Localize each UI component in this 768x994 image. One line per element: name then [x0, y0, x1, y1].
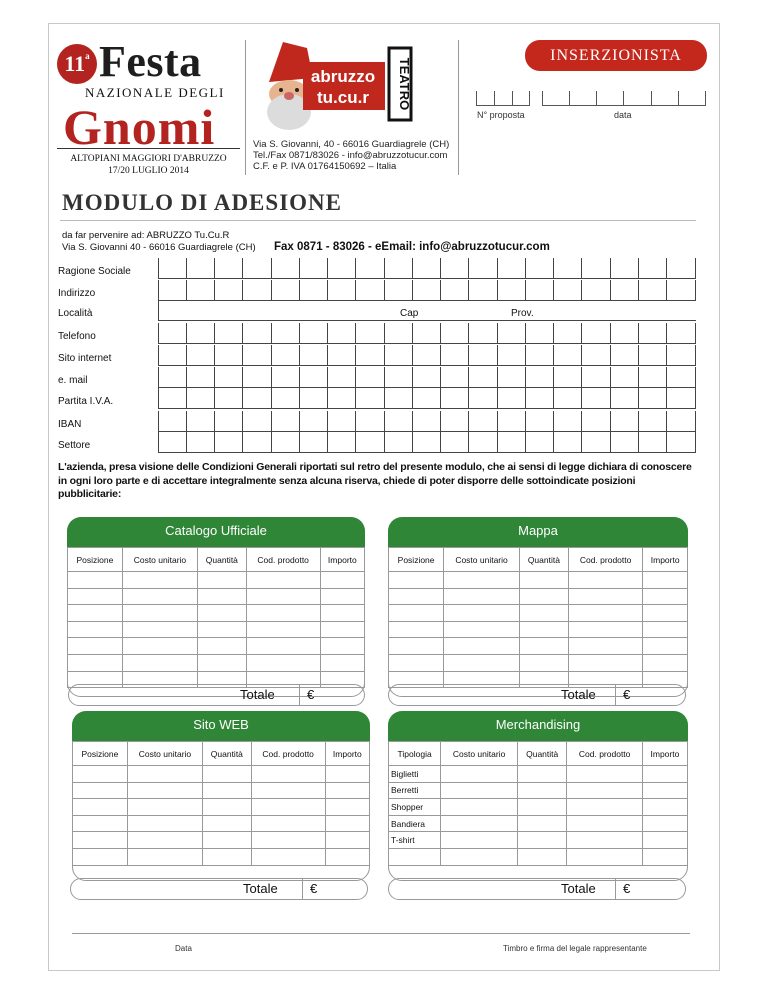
field-email[interactable]: e. mail: [58, 368, 698, 388]
divider: [245, 40, 246, 175]
inserzionista-badge: INSERZIONISTA: [525, 40, 707, 71]
declaration: L'azienda, presa visione delle Condizioni Generali riportati sul retro del presente modulo, che ai sensi di legge dichiara di conoscere in ogni loro parte e di accettare integralmente senza alcuna riserva, chiede di poter disporre delle sottoindicate posizioni pubblicitarie:: [58, 461, 692, 500]
merch-totale[interactable]: Totale €: [388, 878, 686, 900]
field-iban[interactable]: IBAN: [58, 412, 698, 432]
date-signature-label: Data: [175, 944, 192, 953]
theatre-side: TEATRO: [397, 57, 412, 111]
proposal-number-field[interactable]: [476, 92, 530, 106]
date-field[interactable]: [542, 92, 706, 106]
field-piva[interactable]: Partita I.V.A.: [58, 389, 698, 409]
logo-gnomi: Gnomi: [63, 99, 216, 155]
logo-tagline: ALTOPIANI MAGGIORI D'ABRUZZO 17/20 LUGLIO 2014: [70, 154, 227, 176]
mappa-title: Mappa: [388, 517, 688, 547]
field-telefono[interactable]: Telefono: [58, 324, 698, 344]
theatre-address: Via S. Giovanni, 40 - 66016 Guardiagrele (CH) Tel./Fax 0871/83026 - info@abruzzotucur.com C.F. e P. IVA 01764150692 – Italia: [253, 139, 450, 172]
field-localita[interactable]: Località Cap Prov.: [58, 301, 698, 321]
catalogo-title: Catalogo Ufficiale: [67, 517, 365, 547]
signature-rule: [72, 933, 690, 934]
mappa-totale[interactable]: Totale €: [388, 684, 686, 706]
web-totale[interactable]: Totale €: [70, 878, 368, 900]
fax-email: Fax 0871 - 83026 - eEmail: info@abruzzotucur.com: [274, 241, 550, 253]
cap-label: Cap: [400, 308, 419, 319]
theatre-name-2: tu.cu.r: [317, 88, 369, 107]
theatre-name-1: abruzzo: [310, 67, 376, 86]
send-to: da far pervenire ad: ABRUZZO Tu.Cu.R Via S. Giovanni 40 - 66016 Guardiagrele (CH): [62, 230, 256, 253]
catalogo-totale[interactable]: Totale €: [68, 684, 365, 706]
abruzzo-tucur-logo: [255, 40, 420, 135]
proposal-label: N° proposta: [477, 110, 525, 120]
merch-title: Merchandising: [388, 711, 688, 741]
logo-festa: Festa: [99, 37, 202, 86]
prov-label: Prov.: [511, 308, 534, 319]
field-sito[interactable]: Sito internet: [58, 346, 698, 366]
logo-nazionale: NAZIONALE DEGLI: [85, 85, 225, 100]
page-title: MODULO DI ADESIONE: [62, 190, 342, 215]
stamp-signature-label: Timbro e firma del legale rappresentante: [503, 944, 647, 953]
divider: [458, 40, 459, 175]
field-indirizzo[interactable]: Indirizzo: [58, 281, 698, 301]
edition-badge: 11$^a$: [57, 44, 97, 84]
field-ragione-sociale[interactable]: Ragione Sociale: [58, 259, 698, 279]
date-label: data: [614, 110, 632, 120]
field-settore[interactable]: Settore: [58, 433, 698, 453]
web-title: Sito WEB: [72, 711, 370, 741]
festa-logo: [57, 38, 242, 188]
